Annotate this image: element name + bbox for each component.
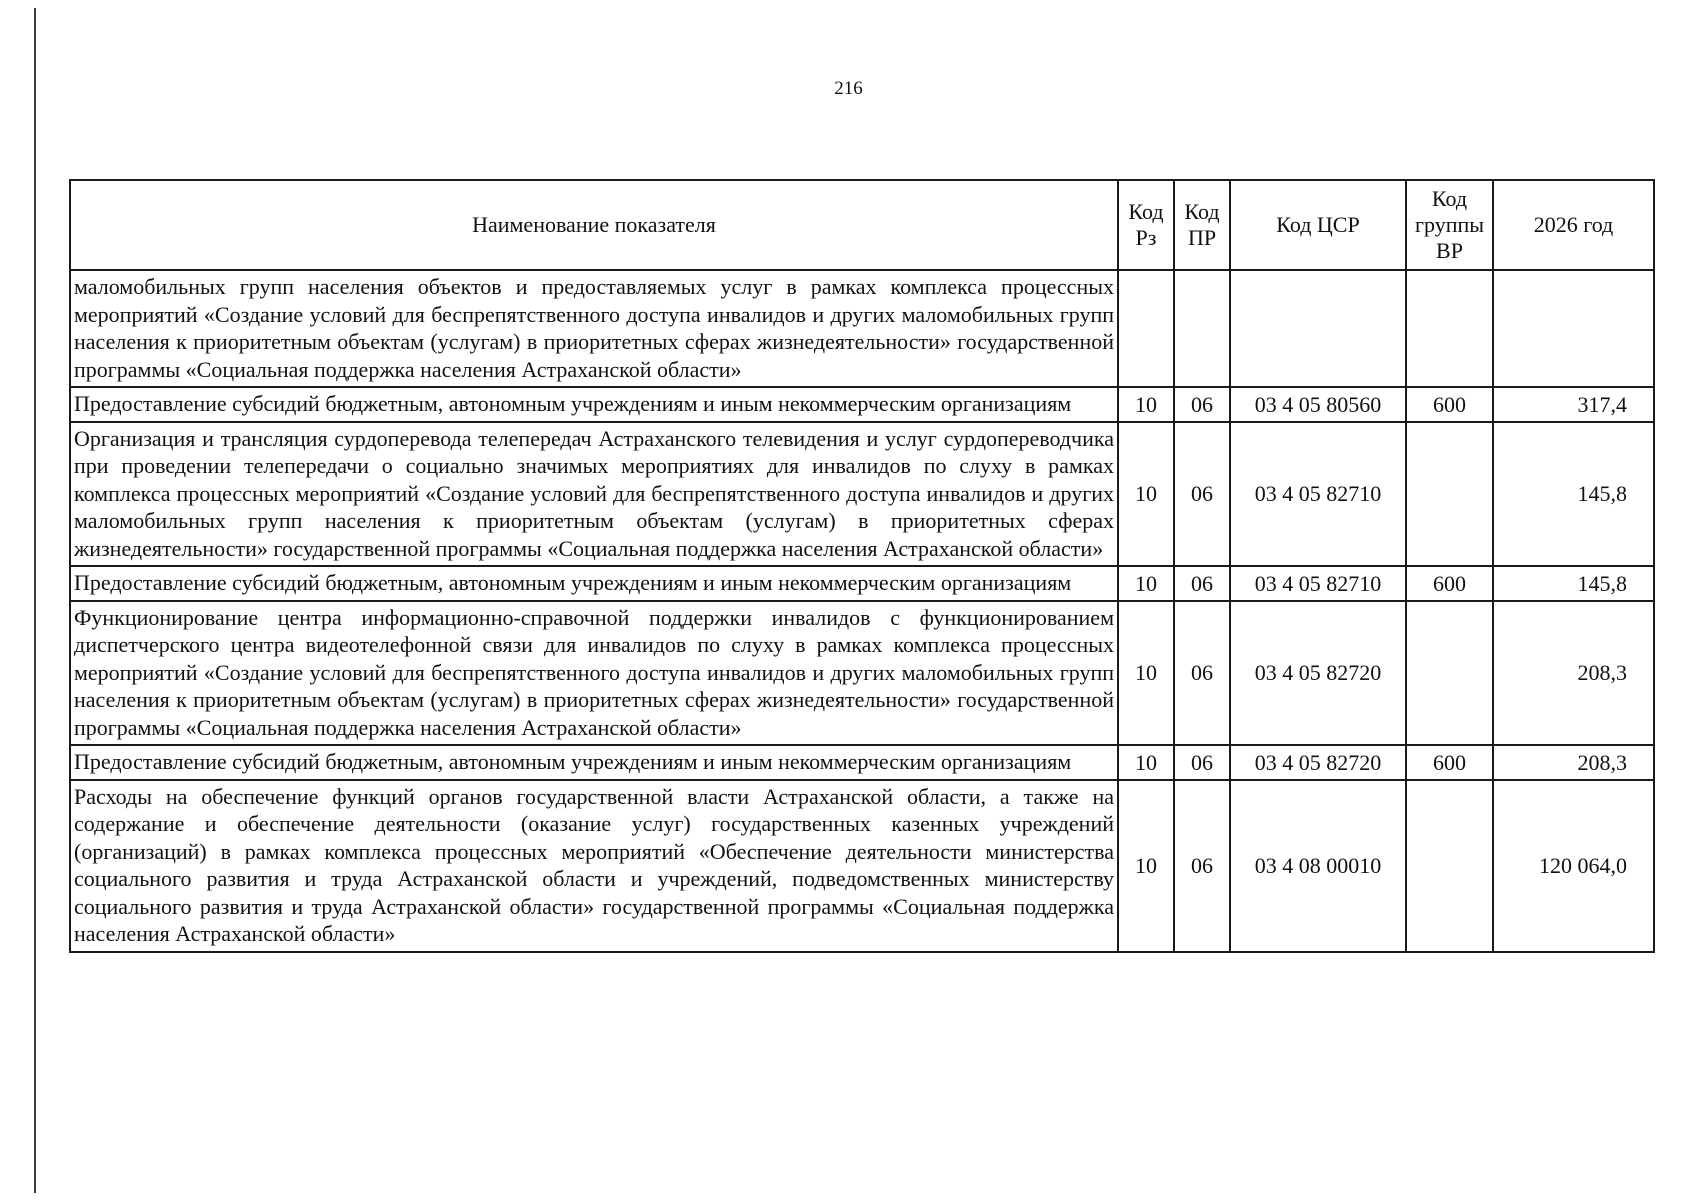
row-name: Предоставление субсидий бюджетным, автономным учреждениям и иным некоммерческим организациям: [70, 387, 1118, 422]
row-pr: 06: [1174, 422, 1230, 567]
row-amount: 120 064,0: [1493, 780, 1654, 952]
row-vr: 600: [1406, 387, 1493, 422]
page-number: 216: [834, 78, 863, 99]
header-pr: Код ПР: [1174, 180, 1230, 270]
row-csr: 03 4 05 82710: [1230, 566, 1406, 601]
header-vr: Код группы ВР: [1406, 180, 1493, 270]
row-vr: [1406, 270, 1493, 387]
row-pr: [1174, 270, 1230, 387]
row-rz: 10: [1118, 387, 1174, 422]
row-csr: [1230, 270, 1406, 387]
table-row: [70, 601, 1654, 746]
row-pr: 06: [1174, 780, 1230, 952]
row-csr: 03 4 05 82720: [1230, 601, 1406, 746]
row-csr: 03 4 05 82720: [1230, 745, 1406, 780]
budget-table: [69, 179, 1655, 953]
row-name: Предоставление субсидий бюджетным, автономным учреждениям и иным некоммерческим организациям: [70, 566, 1118, 601]
table-row: [70, 566, 1654, 601]
row-rz: 10: [1118, 780, 1174, 952]
row-vr: 600: [1406, 566, 1493, 601]
row-amount: 317,4: [1493, 387, 1654, 422]
header-rz: Код Рз: [1118, 180, 1174, 270]
row-amount: 208,3: [1493, 745, 1654, 780]
row-amount: 145,8: [1493, 566, 1654, 601]
left-margin-line: [34, 8, 36, 1193]
table-row: [70, 387, 1654, 422]
header-year: 2026 год: [1493, 180, 1654, 270]
row-csr: 03 4 08 00010: [1230, 780, 1406, 952]
table-header-row: [70, 180, 1654, 270]
row-vr: 600: [1406, 745, 1493, 780]
row-name: Расходы на обеспечение функций органов государственной власти Астраханской области, а также на содержание и обеспечение деятельности (оказание услуг) государственных казенных учреждений (организаций) в рамках комплекса процессных мероприятий «Обеспечение деятельности министерства социального развития и труда Астраханской области и учреждений, подведомственных министерству социального развития и труда Астраханской области» государственной программы «Социальная поддержка населения Астраханской области»: [70, 780, 1118, 952]
row-rz: 10: [1118, 422, 1174, 567]
table-row: [70, 780, 1654, 952]
row-amount: 208,3: [1493, 601, 1654, 746]
table-row: [70, 422, 1654, 567]
row-name: Предоставление субсидий бюджетным, автономным учреждениям и иным некоммерческим организациям: [70, 745, 1118, 780]
table-row: [70, 270, 1654, 387]
row-name: маломобильных групп населения объектов и предоставляемых услуг в рамках комплекса процессных мероприятий «Создание условий для беспрепятственного доступа инвалидов и других маломобильных групп населения к приоритетным объектам (услугам) в приоритетных сферах жизнедеятельности» государственной программы «Социальная поддержка населения Астраханской области»: [70, 270, 1118, 387]
row-pr: 06: [1174, 566, 1230, 601]
row-name: Функционирование центра информационно-справочной поддержки инвалидов с функционированием диспетчерского центра видеотелефонной связи для инвалидов по слуху в рамках комплекса процессных мероприятий «Создание условий для беспрепятственного доступа инвалидов и других маломобильных групп населения к приоритетным объектам (услугам) в приоритетных сферах жизнедеятельности» государственной программы «Социальная поддержка населения Астраханской области»: [70, 601, 1118, 746]
row-rz: [1118, 270, 1174, 387]
row-pr: 06: [1174, 387, 1230, 422]
header-name: Наименование показателя: [70, 180, 1118, 270]
row-rz: 10: [1118, 745, 1174, 780]
row-rz: 10: [1118, 601, 1174, 746]
row-pr: 06: [1174, 601, 1230, 746]
row-pr: 06: [1174, 745, 1230, 780]
row-amount: [1493, 270, 1654, 387]
row-vr: [1406, 601, 1493, 746]
table-row: [70, 745, 1654, 780]
row-amount: 145,8: [1493, 422, 1654, 567]
row-csr: 03 4 05 82710: [1230, 422, 1406, 567]
row-name: Организация и трансляция сурдоперевода телепередач Астраханского телевидения и услуг сурдопереводчика при проведении телепередачи о социально значимых мероприятиях для инвалидов по слуху в рамках комплекса процессных мероприятий «Создание условий для беспрепятственного доступа инвалидов и других маломобильных групп населения к приоритетным объектам (услугам) в приоритетных сферах жизнедеятельности» государственной программы «Социальная поддержка населения Астраханской области»: [70, 422, 1118, 567]
row-csr: 03 4 05 80560: [1230, 387, 1406, 422]
row-vr: [1406, 422, 1493, 567]
header-csr: Код ЦСР: [1230, 180, 1406, 270]
row-vr: [1406, 780, 1493, 952]
row-rz: 10: [1118, 566, 1174, 601]
